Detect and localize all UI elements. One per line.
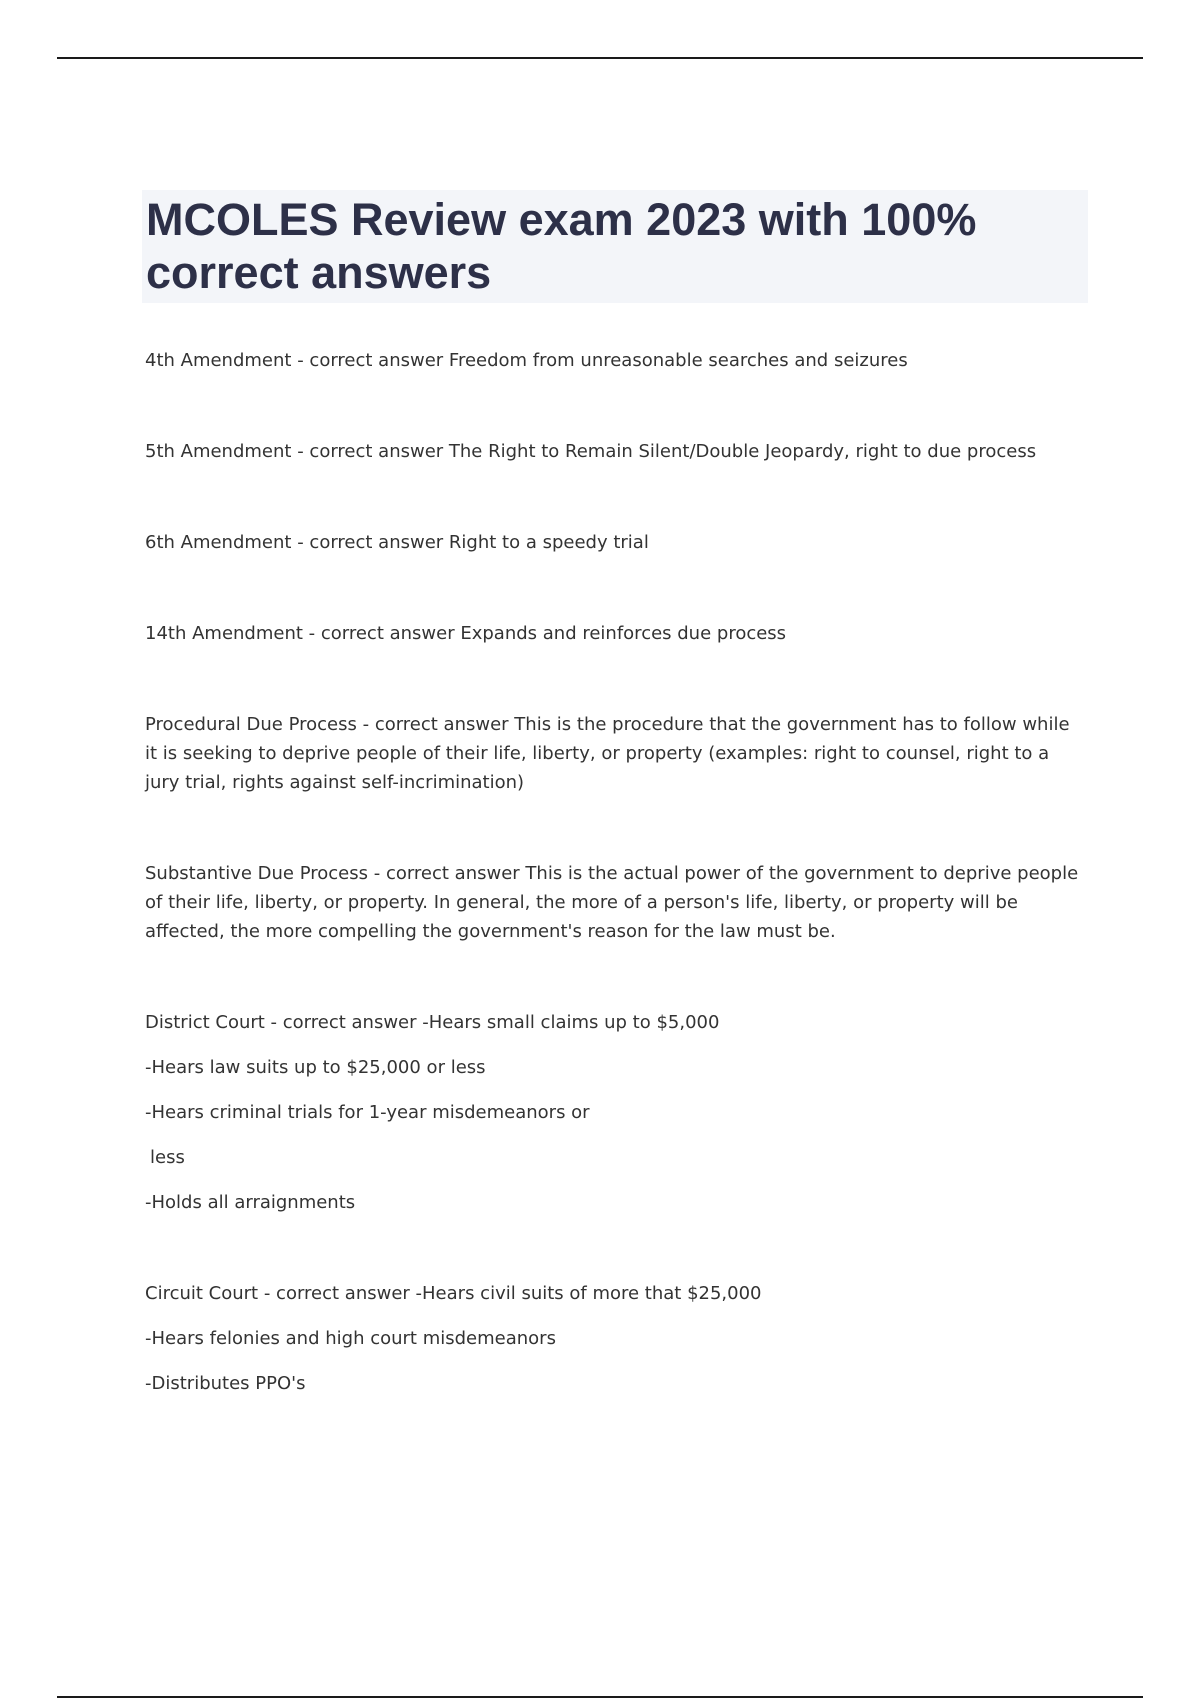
- entry-answer: Freedom from unreasonable searches and seizures: [448, 350, 908, 371]
- answer-line: -Hears law suits up to $25,000 or less: [145, 1057, 486, 1078]
- qa-entry: [145, 1008, 1085, 1037]
- answer-line: -Hears felonies and high court misdemeanors: [145, 1328, 556, 1349]
- entry-answer: -Hears civil suits of more that $25,000: [415, 1283, 762, 1304]
- answer-separator: - correct answer: [264, 1012, 423, 1033]
- document-body: [145, 346, 1085, 1398]
- answer-separator: - correct answer: [291, 350, 449, 371]
- qa-entry: [145, 710, 1085, 797]
- answer-line: -Hears criminal trials for 1-year misdemeanors or: [145, 1102, 590, 1123]
- answer-line: less: [150, 1147, 185, 1168]
- footer-rule: [57, 1696, 1143, 1698]
- qa-entry: [145, 859, 1085, 946]
- qa-entry: [145, 346, 1085, 375]
- entry-term: Substantive Due Process: [145, 863, 368, 884]
- answer-line: -Holds all arraignments: [145, 1192, 356, 1213]
- entry-answer: Expands and reinforces due process: [460, 623, 787, 644]
- qa-entry: [145, 528, 1085, 557]
- answer-separator: - correct answer: [291, 532, 449, 553]
- answer-separator: - correct answer: [291, 441, 449, 462]
- entry-answer: This is the actual power of the government to deprive people of their life, liberty, or property. In general, the more of a person's life, liberty, or property will be affected, the more compelling the government's reason for the law must be.: [145, 863, 1079, 942]
- entry-term: Circuit Court: [145, 1283, 259, 1304]
- entry-term: 4th Amendment: [145, 350, 292, 371]
- entry-answer: Right to a speedy trial: [448, 532, 649, 553]
- entry-answer: -Hears small claims up to $5,000: [422, 1012, 720, 1033]
- answer-separator: - correct answer: [258, 1283, 416, 1304]
- qa-entry: [145, 619, 1085, 648]
- answer-line: -Distributes PPO's: [145, 1373, 306, 1394]
- answer-separator: - correct answer: [368, 863, 526, 884]
- answer-separator: - correct answer: [302, 623, 461, 644]
- entry-term: District Court: [145, 1012, 265, 1033]
- entry-answer: The Right to Remain Silent/Double Jeopardy, right to due process: [448, 441, 1037, 462]
- document-title: MCOLES Review exam 2023 with 100% correct answers: [146, 194, 977, 298]
- answer-separator: - correct answer: [356, 714, 515, 735]
- entry-term: Procedural Due Process: [145, 714, 357, 735]
- entry-answer: This is the procedure that the government has to follow while it is seeking to deprive people of their life, liberty, or property (examples: right to counsel, right to a jury trial, rights against self-incrimination): [145, 714, 1070, 793]
- entry-term: 14th Amendment: [145, 623, 303, 644]
- entry-term: 6th Amendment: [145, 532, 292, 553]
- qa-entry: [145, 1279, 1085, 1308]
- qa-entry: [145, 437, 1085, 466]
- header-rule: [57, 57, 1143, 59]
- entry-term: 5th Amendment: [145, 441, 292, 462]
